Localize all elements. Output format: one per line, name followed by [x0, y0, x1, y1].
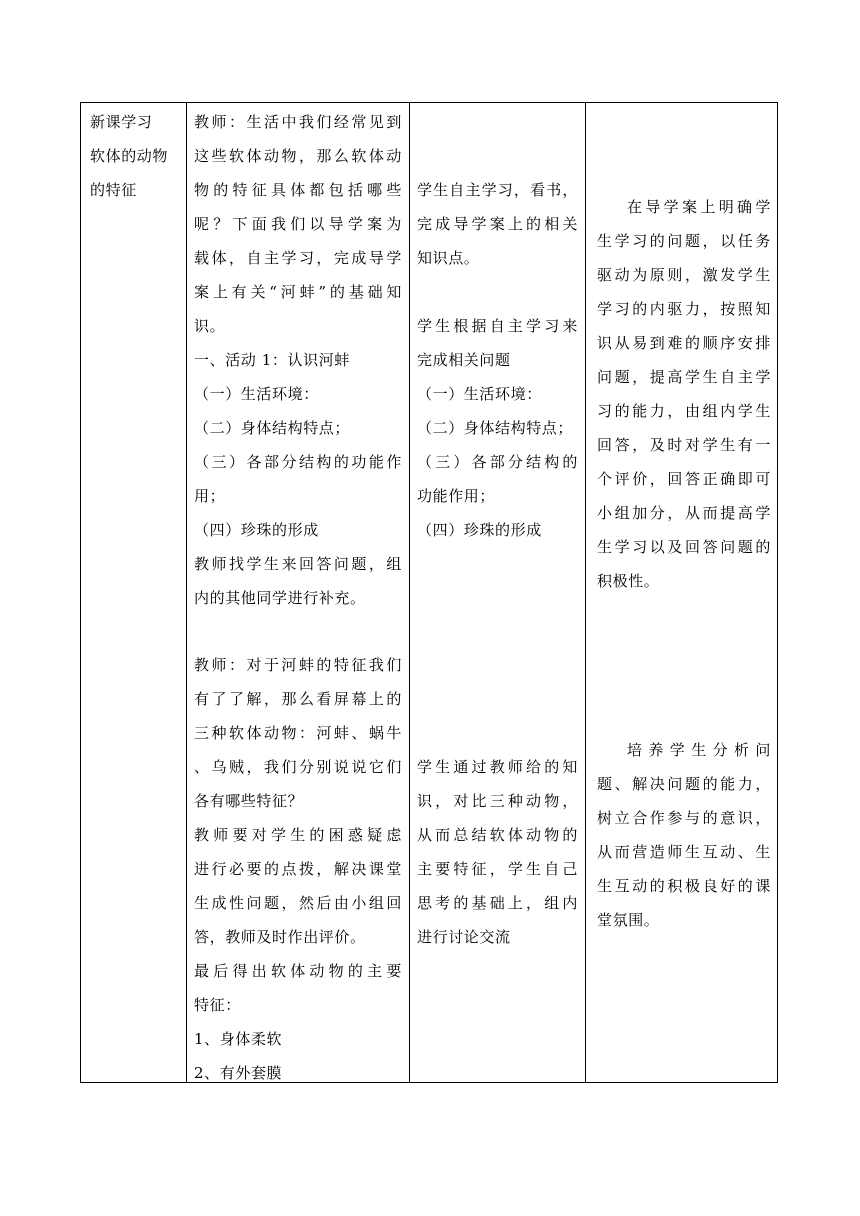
teacher-line: 内的其他同学进行补充。 — [194, 589, 366, 607]
teacher-line: 载体，自主学习，完成导学 — [194, 249, 402, 267]
student-line: 知识点。 — [417, 249, 480, 267]
intent-line: 培养学生分析问 — [627, 741, 771, 759]
student-line: 完成相关问题 — [417, 351, 511, 369]
lesson-plan-table — [80, 102, 778, 1083]
student-line: 学生根据自主学习来 — [417, 317, 578, 335]
student-line: 功能作用； — [417, 487, 496, 505]
student-line: 思考的基础上，组内 — [417, 894, 578, 912]
student-line: （三）各部分结构的 — [417, 453, 578, 471]
intent-line: 生学习的问题，以任务 — [597, 232, 771, 250]
teacher-line: 1、身体柔软 — [194, 1030, 283, 1048]
student-line: 学生通过教师给的知 — [417, 758, 578, 776]
teacher-line: 2、有外套膜 — [194, 1064, 283, 1082]
intent-line: 习的能力，由组内学生 — [597, 402, 771, 420]
intent-line: 问题，提高学生自主学 — [597, 368, 771, 386]
teacher-activity-cell — [186, 103, 409, 1082]
teacher-line: 用； — [194, 487, 226, 505]
intent-line: 在导学案上明确学 — [627, 198, 771, 216]
teacher-line: 答，教师及时作出评价。 — [194, 928, 366, 946]
intent-line: 堂氛围。 — [597, 911, 660, 929]
intent-line: 个评价，回答正确即可 — [597, 470, 771, 488]
teacher-line: 识。 — [194, 317, 226, 335]
teacher-line: 各有哪些特征？ — [194, 792, 304, 810]
intent-line: 驱动为原则，激发学生 — [597, 266, 771, 284]
section-line: 的特征 — [90, 181, 137, 199]
teacher-line: （二）身体结构特点； — [194, 419, 351, 437]
teacher-line: 这些软体动物，那么软体动 — [194, 147, 402, 165]
intent-line: 学习的内驱力，按照知 — [597, 300, 771, 318]
teacher-line: 教师：对于河蚌的特征我们 — [194, 656, 402, 674]
teacher-line: 最后得出软体动物的主要 — [194, 962, 402, 980]
section-cell — [81, 103, 186, 1082]
student-line: 主要特征，学生自己 — [417, 860, 578, 878]
teacher-line: 生成性问题，然后由小组回 — [194, 894, 402, 912]
student-line: 完成导学案上的相关 — [417, 215, 578, 233]
intent-line: 积极性。 — [597, 572, 660, 590]
student-activity-cell — [409, 103, 585, 1082]
teacher-line: （三）各部分结构的功能作 — [194, 453, 402, 471]
teacher-line: 一、活动 1：认识河蚌 — [194, 351, 350, 369]
intent-line: 生互动的积极良好的课 — [597, 877, 771, 895]
student-line: 识，对比三种动物， — [417, 792, 578, 810]
design-intent-cell — [585, 103, 778, 1082]
teacher-line: 教师要对学生的困惑疑虑 — [194, 826, 402, 844]
student-line: 学生自主学习，看书， — [417, 181, 578, 199]
teacher-line: 物的特征具体都包括哪些 — [194, 181, 402, 199]
section-line: 软体的动物 — [90, 147, 169, 165]
student-line: （四）珍珠的形成 — [417, 521, 542, 539]
student-line: （二）身体结构特点； — [417, 419, 574, 437]
intent-line: 从而营造师生互动、生 — [597, 843, 771, 861]
teacher-line: （一）生活环境： — [194, 385, 319, 403]
teacher-line: （四）珍珠的形成 — [194, 521, 319, 539]
teacher-line: 特征： — [194, 996, 241, 1014]
intent-line: 树立合作参与的意识， — [597, 809, 771, 827]
student-line: 从而总结软体动物的 — [417, 826, 578, 844]
teacher-line: 呢？下面我们以导学案为 — [194, 215, 402, 233]
teacher-line: 案上有关“河蚌”的基础知 — [194, 283, 402, 301]
teacher-line: 进行必要的点拨，解决课堂 — [194, 860, 402, 878]
section-line: 新课学习 — [90, 113, 153, 131]
teacher-line: 有了了解，那么看屏幕上的 — [194, 690, 402, 708]
intent-line: 题、解决问题的能力， — [597, 775, 771, 793]
teacher-line: 教师：生活中我们经常见到 — [194, 113, 402, 131]
teacher-line: 、乌贼，我们分别说说它们 — [194, 758, 402, 776]
intent-line: 生学习以及回答问题的 — [597, 538, 771, 556]
teacher-line: 三种软体动物：河蚌、蜗牛 — [194, 724, 402, 742]
intent-line: 回答，及时对学生有一 — [597, 436, 771, 454]
intent-line: 小组加分，从而提高学 — [597, 504, 771, 522]
student-line: （一）生活环境： — [417, 385, 542, 403]
student-line: 进行讨论交流 — [417, 928, 511, 946]
teacher-line: 教师找学生来回答问题，组 — [194, 555, 402, 573]
intent-line: 识从易到难的顺序安排 — [597, 334, 771, 352]
